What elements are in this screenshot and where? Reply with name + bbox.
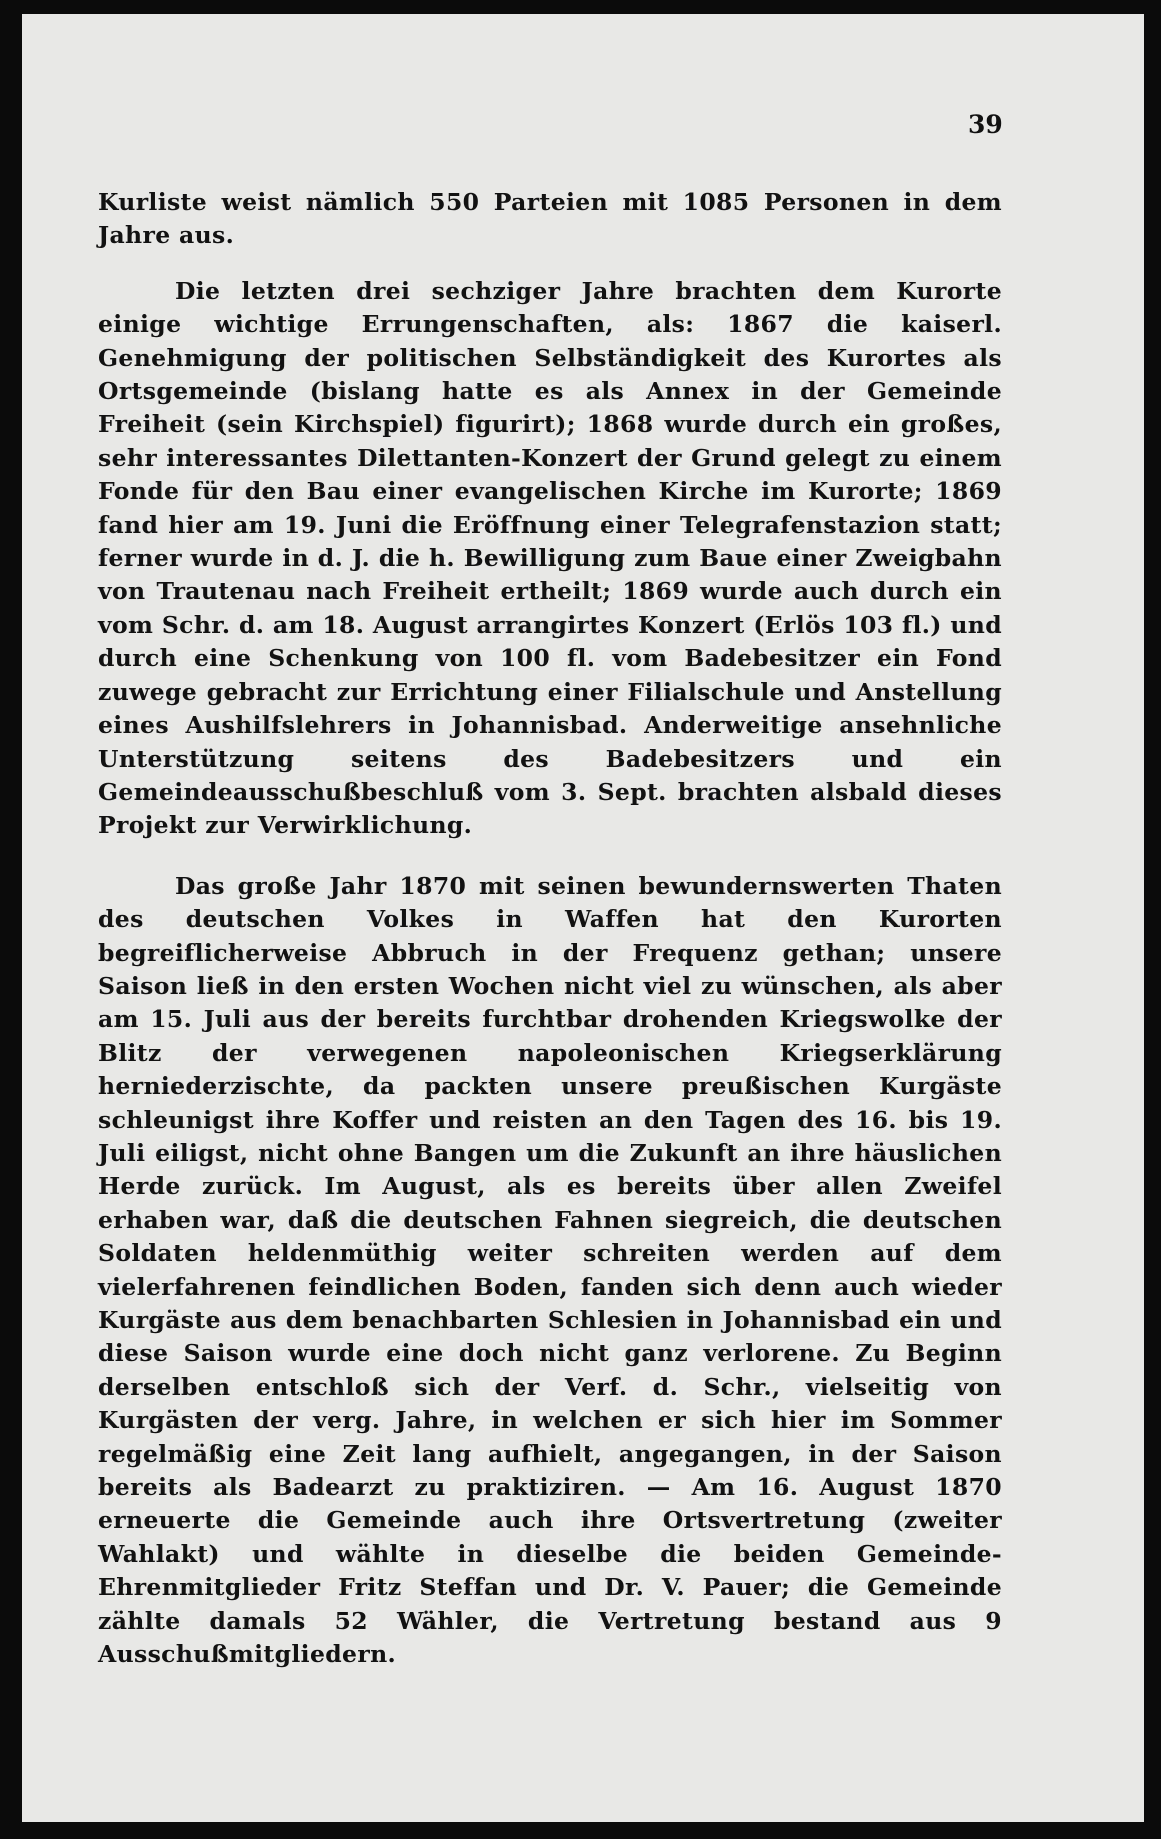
book-page: [22, 14, 1144, 1822]
page-number: 39: [968, 110, 1003, 139]
paragraph-3: Das große Jahr 1870 mit seinen bewundernswerten Thaten des deutschen Volkes in Waffen hat den Kurorten begreiflicherweise Abbruch in der Frequenz gethan; unsere Saison ließ in den ersten Wochen nicht viel zu wünschen, als aber am 15. Juli aus der bereits furchtbar drohenden Kriegswolke der Blitz der verwegenen napoleonischen Kriegserklärung herniederzischte, da packten unsere preußischen Kurgäste schleunigst ihre Koffer und reisten an den Tagen des 16. bis 19. Juli eiligst, nicht ohne Bangen um die Zukunft an ihre häuslichen Herde zurück. Im August, als es bereits über allen Zweifel erhaben war, daß die deutschen Fahnen siegreich, die deutschen Soldaten heldenmüthig weiter schreiten werden auf dem vielerfahrenen feindlichen Boden, fanden sich denn auch wieder Kurgäste aus dem benachbarten Schlesien in Johannisbad ein und diese Saison wurde eine doch nicht ganz verlorene. Zu Beginn derselben entschloß sich der Verf. d. Schr., vielseitig von Kurgästen der verg. Jahre, in welchen er sich hier im Sommer regelmäßig eine Zeit lang aufhielt, angegangen, in der Saison bereits als Badearzt zu praktiziren. — Am 16. August 1870 erneuerte die Gemeinde auch ihre Ortsvertretung (zweiter Wahlakt) und wählte in dieselbe die beiden Gemeinde-Ehrenmitglieder Fritz Steffan und Dr. V. Pauer; die Gemeinde zählte damals 52 Wähler, die Vertretung bestand aus 9 Ausschußmitgliedern.: [98, 871, 1002, 1669]
paragraph-1: Kurliste weist nämlich 550 Parteien mit 1085 Personen in dem Jahre aus.: [98, 188, 1002, 250]
page-body: [98, 186, 1002, 1671]
paragraph-2: Die letzten drei sechziger Jahre brachten dem Kurorte einige wichtige Errungenschaften, als: 1867 die kaiserl. Genehmigung der politischen Selbständigkeit des Kurortes als Ortsgemeinde (bislang hatte es als Annex in der Gemeinde Freiheit (sein Kirchspiel) figurirt); 1868 wurde durch ein großes, sehr interessantes Dilettanten-Konzert der Grund gelegt zu einem Fonde für den Bau einer evangelischen Kirche im Kurorte; 1869 fand hier am 19. Juni die Eröffnung einer Telegrafenstazion statt; ferner wurde in d. J. die h. Bewilligung zum Baue einer Zweigbahn von Trautenau nach Freiheit ertheilt; 1869 wurde auch durch ein vom Schr. d. am 18. August arrangirtes Konzert (Erlös 103 fl.) und durch eine Schenkung von 100 fl. vom Badebesitzer ein Fond zuwege gebracht zur Errichtung einer Filialschule und Anstellung eines Aushilfslehrers in Johannisbad. Anderweitige ansehnliche Unterstützung seitens des Badebesitzers und ein Gemeindeausschußbeschluß vom 3. Sept. brachten alsbald dieses Projekt zur Verwirklichung.: [98, 276, 1002, 840]
